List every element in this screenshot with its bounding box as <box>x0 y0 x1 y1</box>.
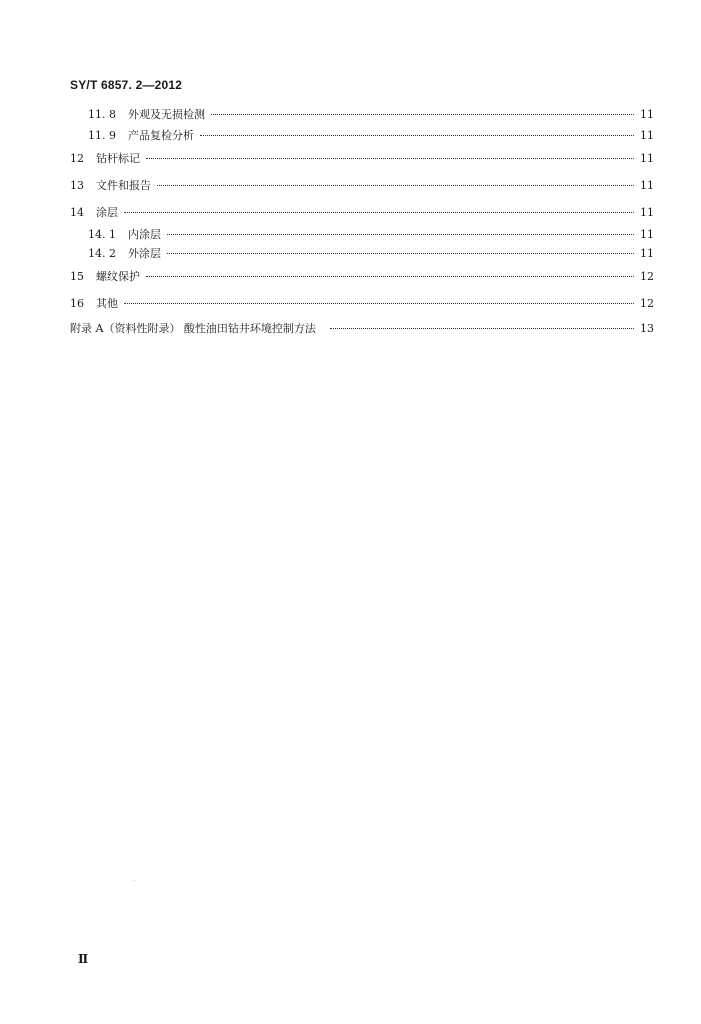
toc-entry-page: 11 <box>640 179 654 192</box>
standard-code: SY/T 6857. 2—2012 <box>70 78 183 92</box>
toc-entry-page: 11 <box>640 247 654 260</box>
toc-entry-number: 15 <box>70 270 84 283</box>
toc-entry-page: 11 <box>640 129 654 142</box>
toc-leader-dots <box>124 303 634 304</box>
toc-entry[interactable] <box>70 270 654 284</box>
page-number: Ⅱ <box>78 952 89 966</box>
toc-entry-page: 11 <box>640 206 654 219</box>
toc-leader-dots <box>211 114 634 115</box>
toc-entry[interactable] <box>70 228 654 242</box>
table-of-contents <box>70 108 654 336</box>
toc-entry-title: 产品复检分析 <box>128 129 194 142</box>
toc-leader-dots <box>330 328 634 329</box>
toc-leader-dots <box>146 158 634 159</box>
toc-leader-dots <box>157 185 634 186</box>
toc-entry[interactable] <box>70 129 654 143</box>
toc-entry-page: 11 <box>640 152 654 165</box>
toc-entry-title: 其他 <box>96 297 118 310</box>
toc-entry-title: 附录 A（资料性附录） 酸性油田钻井环境控制方法 <box>70 322 316 335</box>
toc-entry[interactable] <box>70 152 654 166</box>
toc-entry-number: 14 <box>70 206 84 219</box>
toc-entry-title: 螺纹保护 <box>96 270 140 283</box>
toc-entry-title: 涂层 <box>96 206 118 219</box>
toc-leader-dots <box>146 276 634 277</box>
toc-leader-dots <box>124 212 634 213</box>
toc-entry-title: 外涂层 <box>128 247 161 260</box>
toc-entry-page: 12 <box>640 297 654 310</box>
toc-entry-title: 外观及无损检测 <box>128 108 205 121</box>
toc-entry-number: 13 <box>70 179 84 192</box>
toc-leader-dots <box>167 234 634 235</box>
toc-entry-number: 14. 1 <box>88 228 116 241</box>
toc-entry-number: 11. 9 <box>88 129 116 142</box>
toc-entry[interactable] <box>70 108 654 122</box>
toc-entry-page: 11 <box>640 228 654 241</box>
toc-entry-page: 12 <box>640 270 654 283</box>
toc-leader-dots <box>167 253 634 254</box>
toc-entry-number: 11. 8 <box>88 108 116 121</box>
toc-entry[interactable] <box>70 179 654 193</box>
toc-entry[interactable] <box>70 247 654 261</box>
toc-entry-page: 11 <box>640 108 654 121</box>
toc-entry-title: 文件和报告 <box>96 179 151 192</box>
toc-entry[interactable] <box>70 206 654 220</box>
toc-entry-title: 内涂层 <box>128 228 161 241</box>
toc-entry-appendix[interactable] <box>70 322 654 336</box>
toc-entry-title: 钻杆标记 <box>96 152 140 165</box>
scan-speck <box>134 880 135 881</box>
toc-leader-dots <box>200 135 634 136</box>
toc-entry[interactable] <box>70 297 654 311</box>
toc-entry-number: 16 <box>70 297 84 310</box>
toc-entry-page: 13 <box>640 322 654 335</box>
toc-entry-number: 14. 2 <box>88 247 116 260</box>
toc-entry-number: 12 <box>70 152 84 165</box>
